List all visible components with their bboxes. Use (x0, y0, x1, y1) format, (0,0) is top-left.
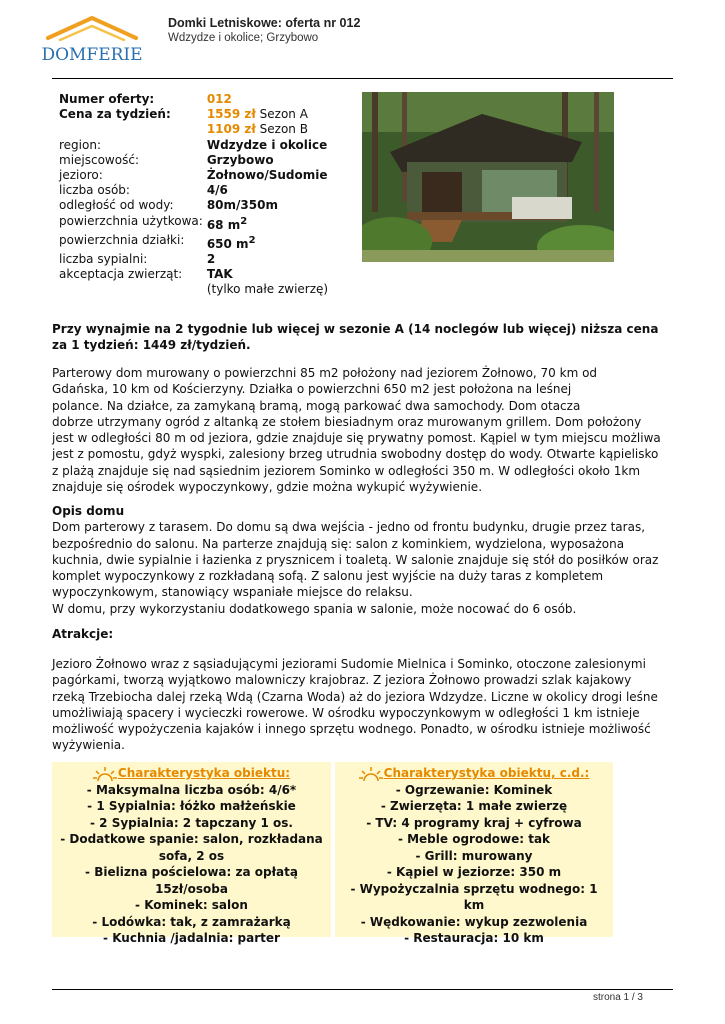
spec-row (59, 267, 328, 282)
text-line: wypoczynkowym, stanowiący wspaniałe miejsce do relaksu. (52, 585, 413, 600)
spec-row (59, 122, 328, 137)
text-line: Jezioro Żołnowo wraz z sąsiadującymi jeziorami Sudomie Mielnica i Sominko, otoczone zalesionymi (52, 657, 646, 671)
text-line: umożliwiają spacery i wycieczki rowerowe. W ośrodku wypoczynkowym w odległości 1 km istnieje (52, 705, 640, 720)
feature-item: - Maksymalna liczba osób: 4/6* (86, 782, 297, 797)
feature-item: - Kąpiel w jeziorze: 350 m (386, 865, 562, 879)
season-b-label: Sezon B (255, 122, 308, 137)
feature-item: - Lodówka: tak, z zamrażarką (92, 914, 291, 929)
feature-item: sofa, 2 os (158, 848, 225, 863)
feature-item: km (463, 898, 485, 912)
section-heading: Opis domu (52, 504, 125, 518)
feature-item: 15zł/osoba (155, 881, 228, 896)
features-box-title-text: Charakterystyka obiektu, c.d.: (383, 766, 590, 780)
spec-value: TAK (206, 267, 233, 282)
spec-row (59, 214, 328, 233)
section-heading: Atrakcje: (52, 627, 114, 641)
logo-graphic (30, 14, 155, 69)
offer-number: 012 (206, 92, 232, 106)
spec-value: 2 (206, 252, 216, 267)
feature-item: - Restauracja: 10 km (404, 931, 544, 945)
text-line: jest w odległości 80 m od jeziora, gdzie znajduje się prywatny pomost. Kąpiel w tym miejscu możliwa (52, 431, 661, 446)
features-box-title (341, 765, 607, 782)
spec-label: Cena za tydzień: (59, 107, 171, 122)
spec-label: powierzchnia działki: (59, 232, 185, 247)
spec-row (59, 153, 328, 168)
text-line: W domu, przy wykorzystaniu dodatkowego spania w salonie, może nocować do 6 osób. (52, 601, 577, 616)
sun-icon (93, 766, 117, 782)
spec-value: Grzybowo (206, 152, 274, 167)
spec-label: miejscowość: (59, 152, 139, 167)
feature-item: - Wędkowanie: wykup zezwolenia (360, 914, 588, 929)
text-line: znajduje się ośrodek wypoczynkowy, gdzie można wykupić wyżywienie. (52, 480, 483, 495)
spec-row (59, 282, 328, 297)
spec-row (59, 252, 328, 267)
spec-value: 80m/350m (206, 198, 278, 213)
text-line: wyżywienia. (52, 738, 125, 753)
sun-icon (359, 766, 383, 782)
spec-label: liczba osób: (59, 183, 130, 198)
spec-label: jezioro: (59, 168, 103, 183)
pets-note: (tylko małe zwierzę) (206, 282, 329, 297)
header-divider (52, 78, 673, 79)
attractions-paragraph (52, 656, 674, 754)
spec-label: region: (59, 137, 101, 152)
spec-sup: 2 (240, 215, 248, 227)
spec-value: Żołnowo/Sudomie (206, 168, 328, 183)
text-line: dobrze utrzymany ogród z altanką ze stołem biesiadnym oraz murowanym grillem. Dom położony (52, 414, 642, 429)
feature-item: - 1 Sypialnia: łóżko małżeńskie (87, 799, 296, 813)
price-season-b: 1109 zł (206, 122, 256, 137)
text-line: możliwość wypożyczenia kajaków i innego sprzętu wodnego. Ponadto, w ośrodku istnieje możliwość (52, 722, 651, 737)
cabin-photo-graphic (362, 92, 614, 262)
text-line: z plażą znajduje się nad sąsiednim jeziorem Sominko w odległości 350 m. W odległości około 1km (52, 463, 641, 478)
features-box-title (58, 765, 325, 782)
feature-item: - TV: 4 programy kraj + cyfrowa (366, 815, 582, 830)
page-title: Domki Letniskowe: oferta nr 012 (168, 16, 361, 30)
feature-item: - Meble ogrodowe: tak (397, 832, 551, 846)
spec-row (59, 233, 328, 252)
page-number: strona 1 / 3 (592, 992, 643, 1003)
spec-row (59, 198, 328, 213)
spec-value: Wdzydze i okolice (206, 137, 328, 152)
feature-item: - Wypożyczalnia sprzętu wodnego: 1 (350, 881, 598, 896)
page-subtitle: Wdzydze i okolice; Grzybowo (168, 32, 319, 44)
text-line: Dom parterowy z tarasem. Do domu są dwa wejścia - jedno od frontu budynku, drugie przez taras, (52, 520, 646, 535)
text-line: bezpośrednio do salonu. Na parterze znajdują się: salon z kominkiem, wydzielona, wyposażona (52, 536, 625, 551)
features-box-title-text: Charakterystyka obiektu: (117, 766, 291, 780)
spec-row (59, 138, 328, 153)
features-box (52, 762, 331, 945)
text-line: rzeką Trzebiocha dalej rzeką Wdą (Czarna Woda) aż do jeziora Wdzydze. Liczne w okolicy drogi leśne (52, 689, 658, 704)
offer-specs-table (59, 92, 328, 298)
feature-item: - Bielizna pościelowa: za opłatą (85, 865, 298, 879)
season-a-label: Sezon A (255, 107, 308, 122)
spec-row (59, 92, 328, 107)
spec-value: 4/6 (206, 183, 228, 198)
spec-value: 68 m (206, 217, 241, 232)
spec-row (59, 168, 328, 183)
house-description-section (52, 503, 674, 617)
spec-value: 650 m (206, 236, 249, 251)
spec-label: odległość od wody: (59, 198, 174, 213)
price-season-a: 1559 zł (206, 107, 256, 122)
text-line: kuchnia, dwie sypialnie i łazienka z prysznicem i toaletą. W salonie znajduje się stół do posiłków oraz (52, 552, 659, 567)
text-line: komplet wypoczynkowy z rozkładaną sofą. Z salonu jest wyjście na duży taras z kompletem (52, 569, 604, 584)
spec-row (59, 107, 328, 122)
description-paragraph (52, 365, 674, 495)
spec-sup: 2 (248, 234, 256, 246)
text-line: Parterowy dom murowany o powierzchni 85 m2 położony nad jeziorem Żołnowo, 70 km od (52, 366, 598, 380)
page-header (168, 16, 360, 44)
feature-item: - Dodatkowe spanie: salon, rozkładana (60, 832, 323, 846)
domferie-logo[interactable] (30, 14, 155, 69)
features-box-continued (335, 762, 613, 945)
text-line: pagórkami, tworzą wyjątkowo malowniczy krajobraz. Z jeziora Żołnowo prowadzi szlak kajakowy (52, 673, 632, 688)
feature-item: - Grill: murowany (415, 848, 533, 863)
text-line: polance. Na działce, za zamykaną bramą, mogą parkować dwa samochody. Dom otacza (52, 398, 581, 413)
text-line: jest z pomostu, gdyż wyspki, zalesiony brzeg utrudnia swobodny dostęp do wody. Otwarte kąpielisko (52, 447, 659, 462)
cabin-photo[interactable] (362, 92, 614, 262)
footer-divider (52, 989, 673, 990)
spec-label: powierzchnia użytkowa: (59, 213, 203, 228)
feature-item: - Kominek: salon (135, 898, 248, 912)
spec-row (59, 183, 328, 198)
spec-label: Numer oferty: (59, 92, 155, 106)
spec-label: liczba sypialni: (59, 252, 148, 267)
logo-text: DOMFERIE (41, 45, 143, 65)
feature-item: - Zwierzęta: 1 małe zwierzę (380, 799, 568, 813)
long-stay-price-note: Przy wynajmie na 2 tygodnie lub więcej w sezonie A (14 noclegów lub więcej) niższa cena za 1 tydzień: 1449 zł/tydzień. (52, 322, 659, 353)
feature-item: - Kuchnia /jadalnia: parter (103, 931, 280, 945)
spec-label: akceptacja zwierząt: (59, 267, 183, 282)
feature-item: - Ogrzewanie: Kominek (395, 782, 553, 797)
text-line: Gdańska, 10 km od Kościerzyny. Działka o powierzchni 650 m2 jest położona na leśnej (52, 382, 572, 397)
feature-item: - 2 Sypialnia: 2 tapczany 1 os. (90, 815, 293, 830)
